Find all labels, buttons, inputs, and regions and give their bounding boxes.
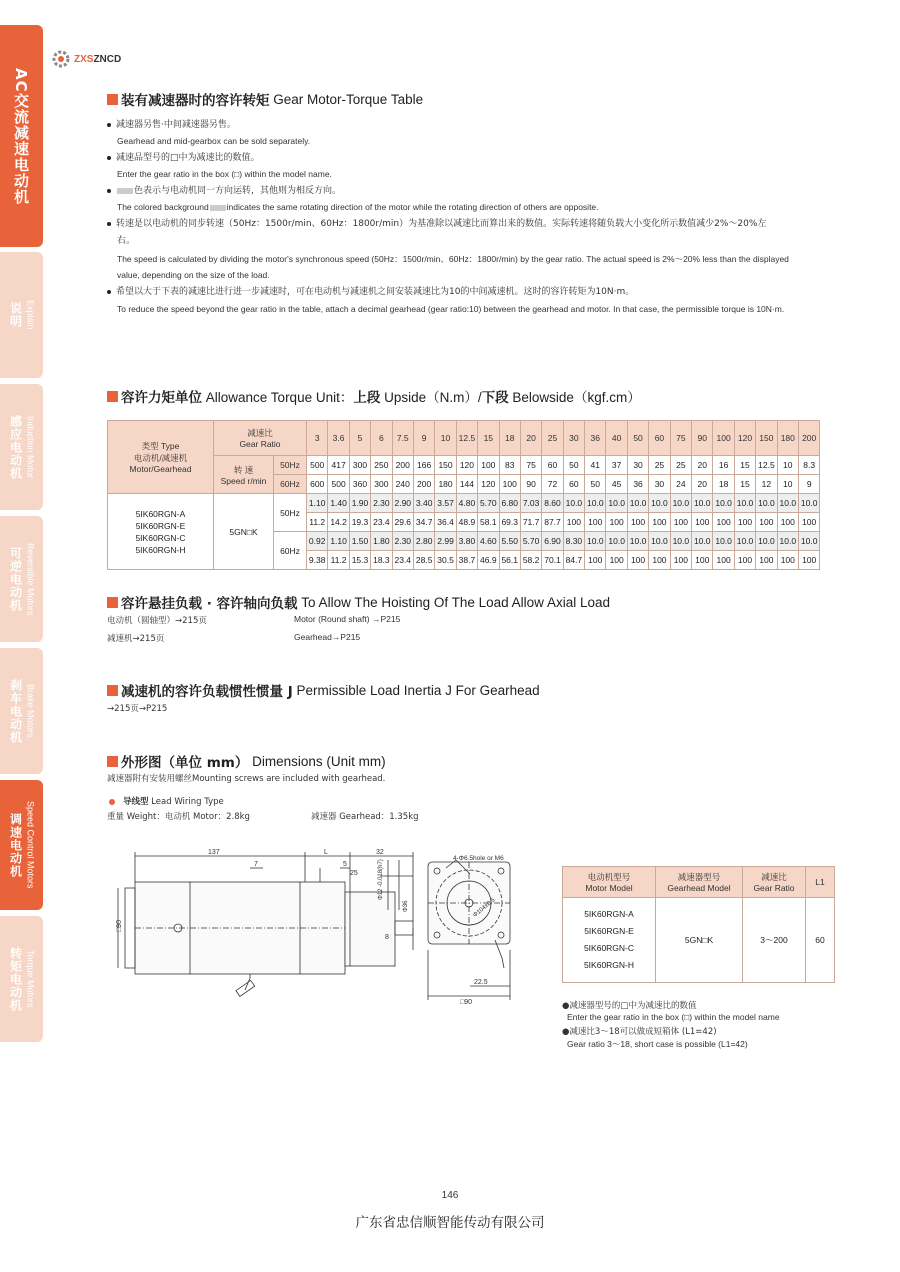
ratio-cell: 7.5: [392, 421, 413, 456]
dim-25: 25: [350, 870, 358, 877]
torque-cell: 100: [585, 513, 606, 532]
torque-cell: 58.2: [520, 551, 541, 570]
ratio-cell: 3.6: [328, 421, 349, 456]
torque-cell: 3.80: [456, 532, 477, 551]
ratio-cell: 120: [734, 421, 755, 456]
torque-cell: 70.1: [542, 551, 563, 570]
torque-cell: 100: [563, 513, 584, 532]
speed-50-cell: 120: [456, 456, 477, 475]
speed-60-cell: 50: [585, 475, 606, 494]
note-short-case-en: Gear ratio 3～18, short case is possible (L1=42): [567, 1039, 748, 1049]
torque-cell: 10.0: [627, 532, 648, 551]
sidebar-tab-reversible[interactable]: 可逆电动机 Reversible Motors: [0, 516, 43, 642]
torque-cell: 100: [649, 551, 670, 570]
ratio-cell: 200: [798, 421, 819, 456]
ratio-cell: 180: [777, 421, 798, 456]
torque-cell: 19.3: [349, 513, 370, 532]
dim-137: 137: [208, 849, 220, 856]
note-line: Gearhead and mid-gearbox can be sold separately.: [117, 136, 311, 146]
torque-cell: 0.92: [307, 532, 328, 551]
speed-60-cell: 144: [456, 475, 477, 494]
torque-cell: 3.57: [435, 494, 456, 513]
hz-60: 60Hz: [274, 475, 307, 494]
table-row: [108, 494, 820, 513]
torque-cell: 48.9: [456, 513, 477, 532]
speed-60-cell: 300: [371, 475, 392, 494]
torque-cell: 1.50: [349, 532, 370, 551]
page-number: 146: [441, 1190, 459, 1201]
speed-60-cell: 240: [392, 475, 413, 494]
dim-22-5: 22.5: [474, 979, 488, 986]
torque-cell: 6.90: [542, 532, 563, 551]
torque-cell: 100: [627, 513, 648, 532]
torque-cell: 10.0: [606, 532, 627, 551]
sidebar-tab-ac-motor[interactable]: AC交流减速电动机: [0, 25, 43, 247]
torque-cell: 71.7: [520, 513, 541, 532]
hz-cell: 50Hz: [274, 494, 307, 532]
torque-cell: 100: [713, 551, 734, 570]
note-line: 右。: [117, 236, 136, 246]
mounting-note: 减速器附有安装用螺丝Mounting screws are included with gearhead.: [107, 774, 386, 784]
speed-60-cell: 12: [756, 475, 777, 494]
speed-50-cell: 15: [734, 456, 755, 475]
torque-cell: 100: [777, 513, 798, 532]
ratio-cell: 75: [670, 421, 691, 456]
dim-36: Φ36: [403, 900, 409, 912]
speed-60-cell: 360: [349, 475, 370, 494]
dim-5: 5: [343, 861, 347, 868]
torque-cell: 10.0: [649, 532, 670, 551]
speed-50-cell: 20: [692, 456, 713, 475]
header-gear-ratio: 减速比 Gear Ratio: [214, 421, 307, 456]
torque-cell: 34.7: [413, 513, 434, 532]
col-header-motor: 电动机型号 Motor Model: [563, 867, 656, 898]
table-row: [108, 456, 820, 475]
torque-cell: 56.1: [499, 551, 520, 570]
speed-60-cell: 200: [413, 475, 434, 494]
section-title-axial-load: 容许悬挂负载 · 容许轴向负载 To Allow The Hoisting Of The Load Allow Axial Load: [107, 592, 610, 612]
note-line: The colored background indicates the same rotating direction of the motor while the rotating direction of others are opposite.: [117, 202, 599, 212]
torque-cell: 10.0: [692, 494, 713, 513]
speed-60-cell: 20: [692, 475, 713, 494]
torque-cell: 10.0: [606, 494, 627, 513]
dimension-drawing: [110, 840, 550, 1010]
speed-50-cell: 500: [307, 456, 328, 475]
ratio-cell: 30: [563, 421, 584, 456]
torque-cell: 100: [606, 513, 627, 532]
sidebar-tab-brake[interactable]: 刹车电动机 Brake Motors: [0, 648, 43, 774]
note-line: value, depending on the size of the load.: [117, 270, 270, 280]
torque-cell: 8.60: [542, 494, 563, 513]
torque-cell: 7.03: [520, 494, 541, 513]
speed-50-cell: 25: [670, 456, 691, 475]
speed-50-cell: 60: [542, 456, 563, 475]
torque-cell: 5.50: [499, 532, 520, 551]
torque-cell: 11.2: [307, 513, 328, 532]
speed-50-cell: 100: [478, 456, 499, 475]
company-name: 广东省忠信顺智能传动有限公司: [355, 1215, 545, 1231]
section-title-dimensions: 外形图（单位 mm） Dimensions (Unit mm): [107, 751, 386, 771]
speed-50-cell: 8.3: [798, 456, 819, 475]
torque-cell: 10.0: [713, 532, 734, 551]
models-cell: 5IK60RGN-A 5IK60RGN-E 5IK60RGN-C 5IK60RGN-H: [108, 494, 214, 570]
speed-50-cell: 250: [371, 456, 392, 475]
torque-cell: 100: [606, 551, 627, 570]
ref-gearhead: 减速机→215页: [107, 634, 165, 644]
torque-cell: 100: [670, 551, 691, 570]
ref-gearhead-en: Gearhead→P215: [294, 632, 361, 642]
torque-cell: 10.0: [798, 494, 819, 513]
logo-text-a: ZXS: [74, 53, 94, 65]
gearhead-cell: 5GN□K: [214, 494, 274, 570]
ratio-cell: 150: [756, 421, 777, 456]
speed-60-cell: 10: [777, 475, 798, 494]
torque-cell: 3.40: [413, 494, 434, 513]
torque-cell: 69.3: [499, 513, 520, 532]
speed-60-cell: 30: [649, 475, 670, 494]
ratio-cell: 10: [435, 421, 456, 456]
ref-motor-en: Motor (Round shaft) →P215: [294, 614, 401, 624]
section-title-torque-unit: 容许力矩单位 Allowance Torque Unit： 上段 Upside（N.m）/ 下段 Belowside（kgf.cm）: [107, 386, 641, 406]
header-type: 类型 Type 电动机/减速机 Motor/Gearhead: [108, 421, 214, 494]
ratio-cell: 15: [478, 421, 499, 456]
torque-cell: 1.40: [328, 494, 349, 513]
speed-60-cell: 90: [520, 475, 541, 494]
speed-50-cell: 37: [606, 456, 627, 475]
torque-cell: 1.10: [307, 494, 328, 513]
col-header-ratio: 减速比 Gear Ratio: [743, 867, 806, 898]
torque-cell: 10.0: [777, 532, 798, 551]
sidebar-tab-induction[interactable]: 感应电动机 Induction Motor: [0, 384, 43, 510]
ratio-cell: 60: [649, 421, 670, 456]
torque-cell: 2.99: [435, 532, 456, 551]
brand-logo: [50, 48, 121, 70]
ratio-cell: 9: [413, 421, 434, 456]
dim-90-front: □90: [460, 999, 473, 1006]
note-line: 减速器另售·中间减速器另售。: [107, 119, 236, 131]
torque-cell: 4.80: [456, 494, 477, 513]
torque-cell: 10.0: [692, 532, 713, 551]
lead-wiring-type: 导线型 Lead Wiring Type: [107, 795, 224, 807]
speed-50-cell: 417: [328, 456, 349, 475]
ratio-cell: 12.5: [456, 421, 477, 456]
torque-cell: 15.3: [349, 551, 370, 570]
dim-32: 32: [376, 849, 384, 856]
dim-pcd: Φ104±0.5: [472, 897, 497, 919]
torque-cell: 10.0: [585, 532, 606, 551]
speed-60-cell: 180: [435, 475, 456, 494]
speed-60-cell: 72: [542, 475, 563, 494]
speed-50-cell: 300: [349, 456, 370, 475]
torque-cell: 10.0: [734, 532, 755, 551]
sidebar-tab-torque[interactable]: 转矩电动机 Torque Motors: [0, 916, 43, 1042]
speed-60-cell: 9: [798, 475, 819, 494]
speed-50-cell: 25: [649, 456, 670, 475]
torque-cell: 100: [585, 551, 606, 570]
speed-50-cell: 150: [435, 456, 456, 475]
torque-cell: 100: [692, 513, 713, 532]
speed-60-cell: 24: [670, 475, 691, 494]
ratio-cell: 6: [371, 421, 392, 456]
logo-text-b: ZNCD: [93, 53, 122, 65]
ratio-cell: 5: [349, 421, 370, 456]
torque-cell: 46.9: [478, 551, 499, 570]
torque-cell: 100: [798, 551, 819, 570]
note-line: Enter the gear ratio in the box (□) within the model name.: [117, 169, 332, 179]
torque-cell: 100: [756, 513, 777, 532]
torque-cell: 100: [798, 513, 819, 532]
speed-60-cell: 18: [713, 475, 734, 494]
torque-cell: 29.6: [392, 513, 413, 532]
ratio-cell: 50: [627, 421, 648, 456]
torque-cell: 1.90: [349, 494, 370, 513]
speed-60-cell: 45: [606, 475, 627, 494]
sidebar-tab-explain[interactable]: 说明 Explain: [0, 252, 43, 378]
ratio-cell: 25: [542, 421, 563, 456]
torque-cell: 10.0: [670, 532, 691, 551]
speed-50-cell: 10: [777, 456, 798, 475]
speed-60-cell: 100: [499, 475, 520, 494]
table-row: [108, 421, 820, 456]
torque-cell: 100: [756, 551, 777, 570]
torque-cell: 23.4: [392, 551, 413, 570]
torque-cell: 100: [627, 551, 648, 570]
dim-8: 8: [385, 934, 389, 941]
hz-cell: 60Hz: [274, 532, 307, 570]
torque-cell: 8.30: [563, 532, 584, 551]
note-line: 希望以大于下表的减速比进行进一步减速时，可在电动机与减速机之间安装减速比为10的中间减速机。这时的容许转矩为10N·m。: [107, 286, 634, 298]
torque-cell: 10.0: [627, 494, 648, 513]
torque-cell: 36.4: [435, 513, 456, 532]
torque-cell: 10.0: [670, 494, 691, 513]
note-gear-ratio: ●减速器型号的□中为减速比的数值: [562, 1001, 697, 1011]
speed-50-cell: 41: [585, 456, 606, 475]
ratio-cell: 90: [692, 421, 713, 456]
ratio-cell: 18: [499, 421, 520, 456]
dim-7: 7: [254, 861, 258, 868]
ref-motor: 电动机（圆轴型）→215页: [107, 616, 207, 626]
gearhead-cell: 5GN□K: [656, 898, 743, 983]
torque-cell: 5.70: [520, 532, 541, 551]
note-line: The speed is calculated by dividing the motor's synchronous speed (50Hz：1500r/min、60Hz：1800r/min) by the gear ratio. The actual speed is 2%～20% less than the displayed: [117, 254, 789, 264]
speed-60-cell: 600: [307, 475, 328, 494]
dim-shaft: Φ12 -0.018(h7): [378, 859, 384, 900]
torque-cell: 100: [734, 551, 755, 570]
col-header-gearhead: 减速器型号 Gearhead Model: [656, 867, 743, 898]
torque-cell: 18.3: [371, 551, 392, 570]
section-title-gear-torque: 装有减速器时的容许转矩 Gear Motor-Torque Table: [107, 89, 423, 109]
gear-icon: [50, 48, 72, 70]
torque-cell: 10.0: [798, 532, 819, 551]
torque-cell: 10.0: [585, 494, 606, 513]
torque-cell: 58.1: [478, 513, 499, 532]
torque-cell: 38.7: [456, 551, 477, 570]
torque-cell: 4.60: [478, 532, 499, 551]
torque-cell: 1.80: [371, 532, 392, 551]
speed-50-cell: 83: [499, 456, 520, 475]
ratio-cell: 3～200: [743, 898, 806, 983]
model-table: [562, 866, 835, 983]
torque-cell: 11.2: [328, 551, 349, 570]
section-title-inertia: 减速机的容许负载惯性惯量 J Permissible Load Inertia J For Gearhead: [107, 680, 540, 700]
torque-cell: 84.7: [563, 551, 584, 570]
header-speed: 转 速 Speed r/min: [214, 456, 274, 494]
ratio-cell: 40: [606, 421, 627, 456]
models-cell: 5IK60RGN-A 5IK60RGN-E 5IK60RGN-C 5IK60RGN-H: [563, 898, 656, 983]
note-line: 色表示与电动机同一方向运转，其他则为相反方向。: [107, 185, 341, 197]
sidebar-tab-speed-control[interactable]: 调速电动机 Speed Control Motors: [0, 780, 43, 910]
speed-60-cell: 120: [478, 475, 499, 494]
ref-inertia: →215页→P215: [107, 704, 168, 714]
speed-50-cell: 30: [627, 456, 648, 475]
torque-cell: 23.4: [371, 513, 392, 532]
torque-cell: 10.0: [713, 494, 734, 513]
torque-table: [107, 420, 820, 570]
speed-60-cell: 60: [563, 475, 584, 494]
ratio-cell: 100: [713, 421, 734, 456]
torque-cell: 1.10: [328, 532, 349, 551]
torque-cell: 2.80: [413, 532, 434, 551]
torque-cell: 87.7: [542, 513, 563, 532]
torque-cell: 10.0: [563, 494, 584, 513]
torque-cell: 10.0: [756, 532, 777, 551]
ratio-cell: 36: [585, 421, 606, 456]
torque-cell: 10.0: [756, 494, 777, 513]
torque-cell: 100: [734, 513, 755, 532]
torque-cell: 2.90: [392, 494, 413, 513]
torque-cell: 2.30: [392, 532, 413, 551]
note-short-case: ●减速比3～18可以做成短箱体 (L1=42): [562, 1027, 717, 1037]
torque-cell: 9.38: [307, 551, 328, 570]
ratio-cell: 3: [307, 421, 328, 456]
torque-cell: 100: [670, 513, 691, 532]
speed-50-cell: 200: [392, 456, 413, 475]
note-gear-ratio-en: Enter the gear ratio in the box (□) within the model name: [567, 1012, 780, 1022]
torque-cell: 100: [777, 551, 798, 570]
speed-50-cell: 50: [563, 456, 584, 475]
weight-motor: 重量 Weight：电动机 Motor：2.8kg: [107, 812, 250, 822]
speed-60-cell: 36: [627, 475, 648, 494]
col-header-l1: L1: [806, 867, 835, 898]
torque-cell: 5.70: [478, 494, 499, 513]
torque-cell: 10.0: [649, 494, 670, 513]
speed-50-cell: 166: [413, 456, 434, 475]
weight-gearhead: 减速器 Gearhead：1.35kg: [311, 812, 419, 822]
torque-cell: 10.0: [734, 494, 755, 513]
torque-cell: 14.2: [328, 513, 349, 532]
dim-L: L: [324, 849, 328, 856]
note-line: To reduce the speed beyond the gear ratio in the table, attach a decimal gearhead (gear ratio:10) between the gearhead and motor. In that case, the permissible torque is 10N·m.: [117, 304, 785, 314]
speed-50-cell: 75: [520, 456, 541, 475]
ratio-cell: 20: [520, 421, 541, 456]
hz-50: 50Hz: [274, 456, 307, 475]
torque-cell: 2.30: [371, 494, 392, 513]
torque-cell: 100: [692, 551, 713, 570]
speed-50-cell: 12.5: [756, 456, 777, 475]
torque-cell: 100: [649, 513, 670, 532]
note-line: 转速是以电动机的同步转速（50Hz：1500r/min、60Hz：1800r/min）为基准除以减速比而算出来的数值。实际转速将随负载大小变化所示数值减少2%～20%左: [107, 218, 766, 230]
dim-hole: 4-Φ6.5hole or M6: [453, 855, 504, 862]
torque-cell: 100: [713, 513, 734, 532]
torque-cell: 30.5: [435, 551, 456, 570]
torque-cell: 28.5: [413, 551, 434, 570]
torque-cell: 6.80: [499, 494, 520, 513]
note-line: 减速品型号的□中为减速比的数值。: [107, 152, 260, 164]
sidebar: [0, 0, 43, 1272]
torque-cell: 10.0: [777, 494, 798, 513]
speed-50-cell: 16: [713, 456, 734, 475]
l1-cell: 60: [806, 898, 835, 983]
dim-90: □90: [116, 919, 123, 932]
speed-60-cell: 500: [328, 475, 349, 494]
speed-60-cell: 15: [734, 475, 755, 494]
